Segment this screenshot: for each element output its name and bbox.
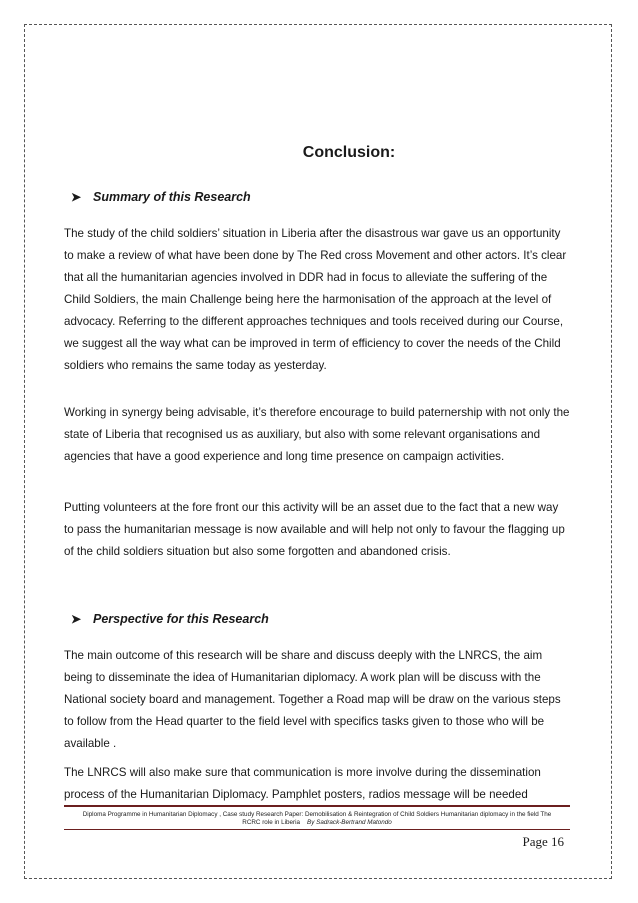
footer-text [64, 811, 570, 827]
paragraph: Putting volunteers at the fore front our this activity will be an asset due to the fact that a new way to pass the humanitarian message is now available and will help not only to favour the flagging up of the child soldiers situation but also some forgotten and abandoned crisis. [64, 501, 565, 558]
footer-divider [64, 805, 570, 807]
heading-text: Summary of this Research [93, 190, 251, 204]
footer-line: RCRC role in Liberia [242, 819, 301, 826]
arrow-bullet-icon: ➤ [71, 612, 82, 626]
footer-line: Diploma Programme in Humanitarian Diplomacy , Case study Research Paper: Demobilisation & Reintegration of Child Soldiers Humanitarian diplomacy in the field The [82, 811, 552, 818]
footer-author: By Sadrack-Bertrand Matondo [307, 819, 392, 826]
page-title: Conclusion: [302, 144, 396, 161]
paragraph: The main outcome of this research will be share and discuss deeply with the LNRCS, the aim being to disseminate the idea of Humanitarian diplomacy. A work plan will be discuss with the National society board and management. Together a Road map will be draw on the various steps to follow from the Head quarter to the field level with specifics tasks given to those who will be available . [64, 649, 561, 750]
paragraph: The LNRCS will also make sure that communication is more involve during the dissemination process of the Humanitarian Diplomacy. Pamphlet posters, radios message will be needed [64, 766, 541, 801]
section-heading-summary [71, 190, 251, 204]
section-heading-perspective [71, 612, 269, 626]
arrow-bullet-icon: ➤ [71, 190, 82, 204]
paragraph: Working in synergy being advisable, it’s therefore encourage to build paternership with not only the state of Liberia that recognised us as auxiliary, but also with some relevant organisations and agencies that have a good experience and long time presence on campaign activities. [64, 406, 570, 463]
paragraph: The study of the child soldiers’ situation in Liberia after the disastrous war gave us an opportunity to make a review of what have been done by The Red cross Movement and other actors. It’s clear that all the humanitarian agencies involved in DDR had in focus to alleviate the suffering of the Child Soldiers, the main Challenge being here the harmonisation of the approach at the level of advocacy. Referring to the different approaches techniques and tools received during our Course, we suggest all the way what can be improved in term of efficiency to cover the needs of the Child soldiers who remains the same today as yesterday. [64, 227, 567, 372]
heading-text: Perspective for this Research [93, 612, 269, 626]
page-number: Page 16 [522, 834, 564, 849]
footer-divider [64, 829, 570, 830]
